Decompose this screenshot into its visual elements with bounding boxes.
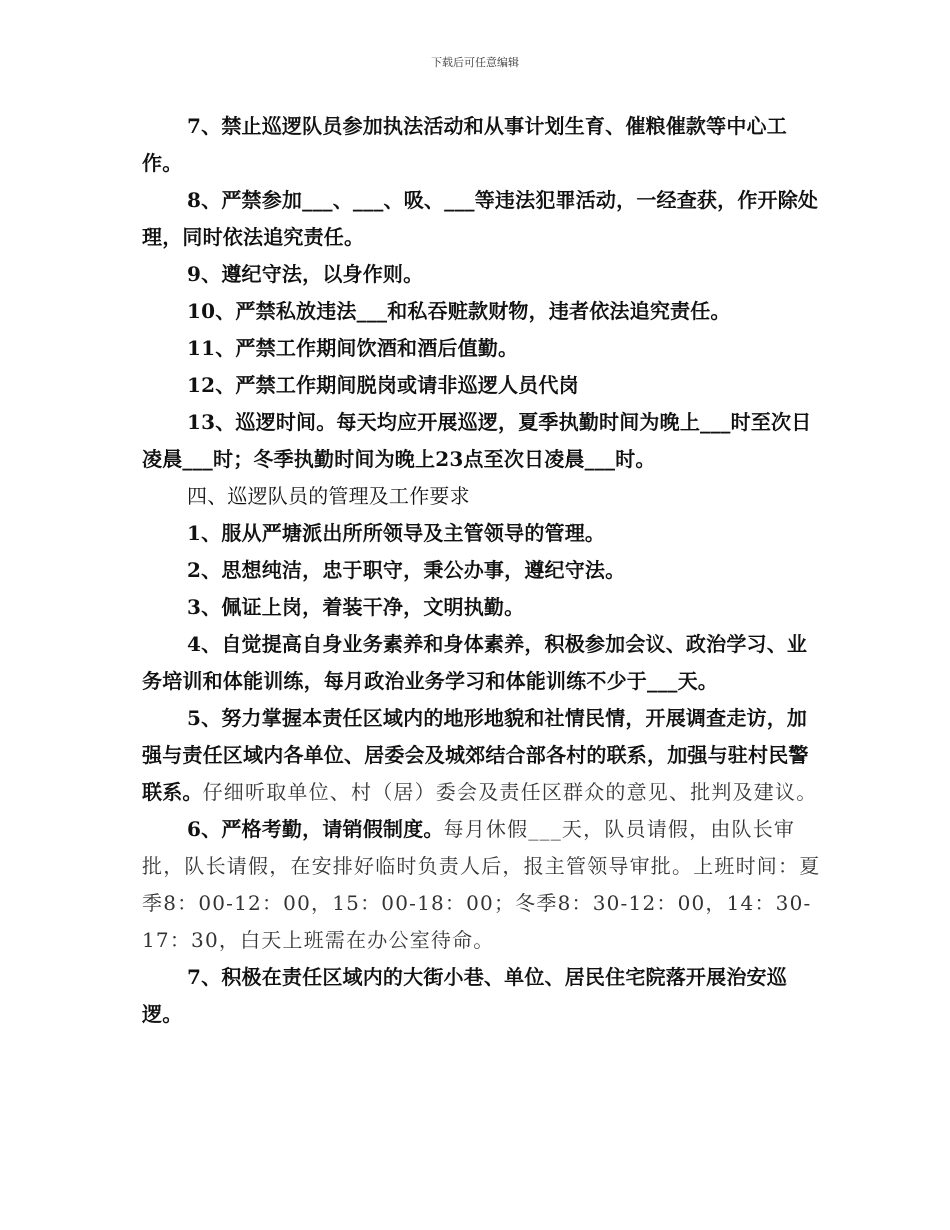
requirement-4-training: 4、自觉提高自身业务素养和身体素养，积极参加会议、政治学习、业务培训和体能训练，每月政治业务学习和体能训练不少于___天。 bbox=[142, 632, 808, 693]
requirement-5-bold-part: 5、努力掌握本责任区域内的地形地貌和社情民情，开展调查走访，加强与责任区域内各单位、居委会及城郊结合部各村的联系，加强与驻村民警联系。 bbox=[142, 706, 809, 804]
requirement-5-local-knowledge bbox=[142, 700, 824, 811]
rule-9-obey-law: 9、遵纪守法，以身作则。 bbox=[187, 262, 424, 286]
requirement-7-patrol-areas: 7、积极在责任区域内的大街小巷、单位、居民住宅院落开展治安巡逻。 bbox=[142, 965, 787, 1026]
rule-10-no-release-offenders: 10、严禁私放违法___和私吞赃款财物，违者依法追究责任。 bbox=[187, 299, 731, 323]
requirement-2-integrity: 2、思想纯洁，忠于职守，秉公办事，遵纪守法。 bbox=[187, 558, 626, 582]
requirement-3-uniform: 3、佩证上岗，着装干净，文明执勤。 bbox=[187, 595, 525, 619]
requirement-6-bold-part: 6、严格考勤，请销假制度。 bbox=[187, 817, 444, 841]
requirement-6-attendance bbox=[142, 811, 824, 959]
rule-13-patrol-hours: 13、巡逻时间。每天均应开展巡逻，夏季执勤时间为晚上___时至次日凌晨___时；冬季执勤时间为晚上23点至次日凌晨___时。 bbox=[142, 410, 812, 471]
requirement-6-light-part: 每月休假___天，队员请假，由队长审批，队长请假，在安排好临时负责人后，报主管领导审批。上班时间：夏季8：00-12：00，15：00-18：00；冬季8：30-12：00，14：30-17：30，白天上班需在办公室待命。 bbox=[142, 817, 821, 952]
rule-8-no-illegal-activities: 8、严禁参加___、___、吸、___等违法犯罪活动，一经查获，作开除处理，同时依法追究责任。 bbox=[142, 188, 819, 249]
page-header: 下载后可任意编辑 bbox=[431, 56, 519, 69]
rule-11-no-drinking: 11、严禁工作期间饮酒和酒后值勤。 bbox=[187, 336, 519, 360]
rule-7-patrol-no-law-enforcement: 7、禁止巡逻队员参加执法活动和从事计划生育、催粮催款等中心工作。 bbox=[142, 114, 787, 175]
requirement-1-obey-leadership: 1、服从严塘派出所所领导及主管领导的管理。 bbox=[187, 521, 606, 545]
requirement-5-light-part: 仔细听取单位、村（居）委会及责任区群众的意见、批判及建议。 bbox=[202, 780, 818, 804]
document-body bbox=[142, 108, 824, 1033]
rule-12-no-leaving-post: 12、严禁工作期间脱岗或请非巡逻人员代岗 bbox=[187, 373, 579, 397]
section-heading-management: 四、巡逻队员的管理及工作要求 bbox=[187, 484, 470, 508]
